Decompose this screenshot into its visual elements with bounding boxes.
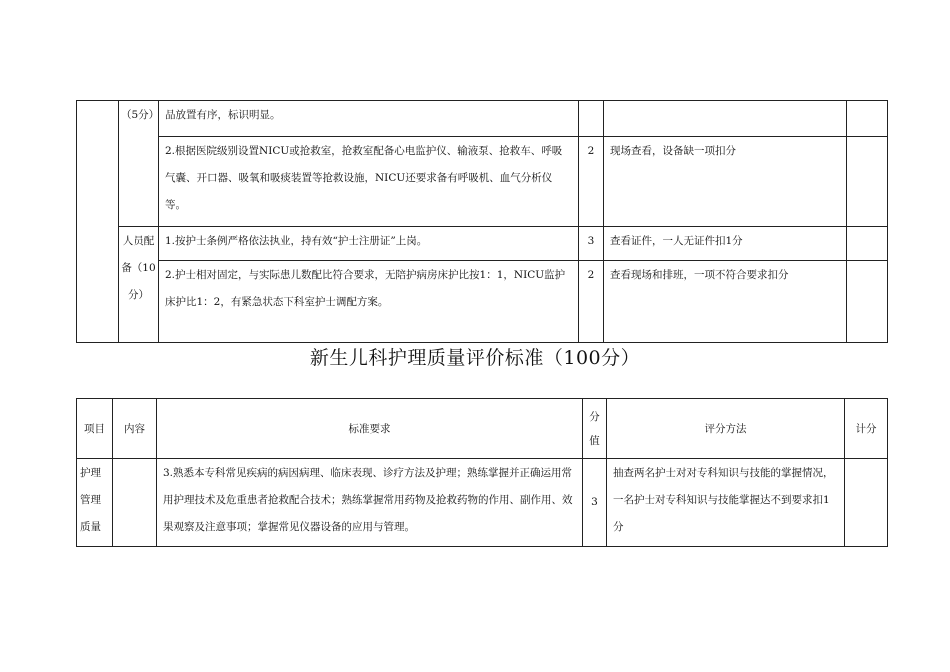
requirement-cell: 1.按护士条例严格依法执业，持有效“护士注册证”上岗。	[159, 227, 579, 261]
points-cell	[845, 459, 888, 547]
method-cell: 查看现场和排班，一项不符合要求扣分	[604, 261, 847, 343]
score-cell	[579, 101, 604, 137]
score-cell: 3	[583, 459, 607, 547]
item-cell: 护理管理质量	[77, 459, 113, 547]
score-cell: 2	[579, 137, 604, 227]
table-header-row	[77, 399, 888, 459]
score-cell: 2	[579, 261, 604, 343]
points-cell	[847, 101, 888, 137]
points-cell	[847, 261, 888, 343]
header-method: 评分方法	[607, 399, 845, 459]
table-row	[77, 101, 888, 137]
content-cell	[113, 459, 157, 547]
criteria-table	[76, 398, 888, 547]
method-cell: 现场查看，设备缺一项扣分	[604, 137, 847, 227]
points-cell	[847, 137, 888, 227]
table-row	[77, 137, 888, 227]
table-row	[77, 227, 888, 261]
method-cell: 抽查两名护士对对专科知识与技能的掌握情况，一名护士对专科知识与技能掌握达不到要求扣1分	[607, 459, 845, 547]
points-cell	[847, 227, 888, 261]
sub-category-cell: （5分）	[119, 101, 159, 227]
page-title: 新生儿科护理质量评价标准（100分）	[309, 347, 641, 369]
criteria-table-continued	[76, 100, 888, 343]
table-row	[77, 261, 888, 343]
requirement-cell: 2.护士相对固定，与实际患儿数配比符合要求，无陪护病房床护比按1：1，NICU监护床护比1：2，有紧急状态下科室护士调配方案。	[159, 261, 579, 343]
header-content: 内容	[113, 399, 157, 459]
item-cell	[77, 101, 119, 343]
table-row	[77, 459, 888, 547]
method-cell	[604, 101, 847, 137]
header-item: 项目	[77, 399, 113, 459]
requirement-cell: 2.根据医院级别设置NICU或抢救室，抢救室配备心电监护仪、输液泵、抢救车、呼吸气囊、开口器、吸氧和吸痰装置等抢救设施，NICU还要求备有呼吸机、血气分析仪等。	[159, 137, 579, 227]
header-standard: 标准要求	[157, 399, 583, 459]
score-cell: 3	[579, 227, 604, 261]
header-points: 计分	[845, 399, 888, 459]
standard-cell: 3.熟悉本专科常见疾病的病因病理、临床表现、诊疗方法及护理；熟练掌握并正确运用常用护理技术及危重患者抢救配合技术；熟练掌握常用药物及抢救药物的作用、副作用、效果观察及注意事项；掌握常见仪器设备的应用与管理。	[157, 459, 583, 547]
method-cell: 查看证件，一人无证件扣1分	[604, 227, 847, 261]
header-score: 分值	[583, 399, 607, 459]
sub-category-cell: 人员配备（10分）	[119, 227, 159, 343]
requirement-cell: 品放置有序，标识明显。	[159, 101, 579, 137]
